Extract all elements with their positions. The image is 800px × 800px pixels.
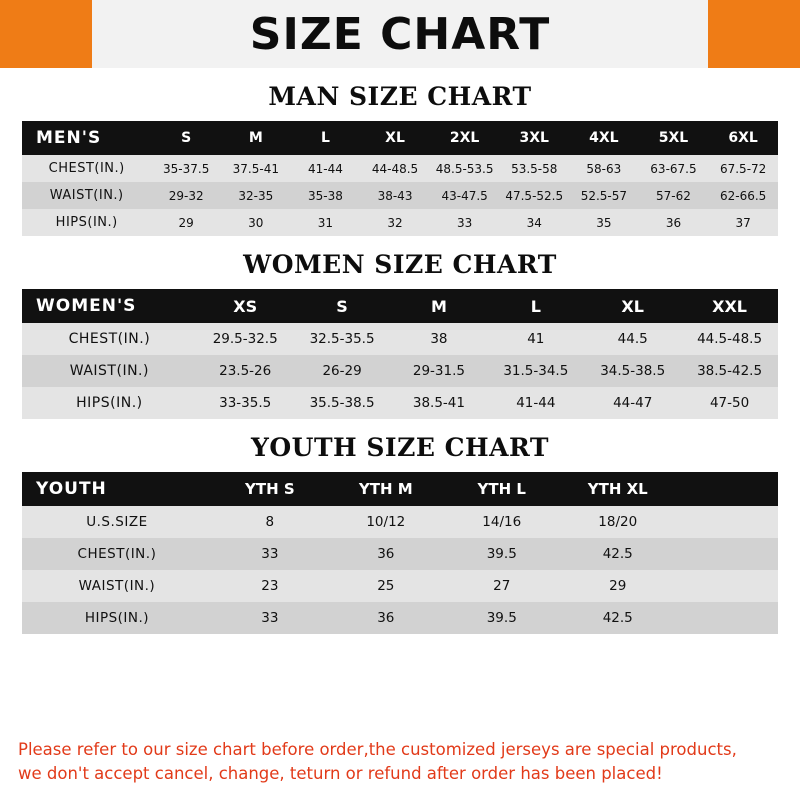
youth-section-title: YOUTH SIZE CHART (251, 433, 549, 462)
man-table-body (22, 155, 778, 236)
column-header: 5XL (658, 130, 689, 146)
column-header: 3XL (519, 130, 549, 146)
row-label: CHEST(IN.) (68, 331, 151, 347)
table-cell: 33 (261, 546, 279, 562)
table-cell: 39.5 (486, 546, 517, 562)
women-table-header (22, 289, 778, 323)
table-header-row (22, 289, 778, 323)
table-cell: 42.5 (602, 610, 633, 626)
table-cell: 62-66.5 (719, 188, 767, 203)
column-header: S (336, 296, 348, 316)
table-cell: 43-47.5 (441, 188, 488, 203)
table-cell: 39.5 (486, 610, 517, 626)
table-cell: 23 (261, 578, 279, 594)
column-header: YTH XL (587, 480, 648, 498)
table-cell: 18/20 (598, 514, 638, 530)
column-header: YOUTH (36, 479, 107, 499)
table-cell: 44-48.5 (371, 161, 419, 176)
table-cell: 29.5-32.5 (212, 331, 278, 347)
table-row (22, 182, 778, 209)
column-header: 2XL (449, 130, 480, 146)
row-label: CHEST(IN.) (77, 546, 157, 562)
table-cell: 35 (596, 215, 612, 230)
table-cell: 47.5-52.5 (505, 188, 564, 203)
table-cell-spacer (676, 506, 778, 538)
table-cell: 35-37.5 (163, 161, 210, 176)
table-cell: 29-32 (168, 188, 204, 203)
table-cell: 37.5-41 (232, 161, 279, 176)
table-cell: 63-67.5 (650, 161, 697, 176)
column-header: S (181, 130, 192, 146)
table-cell: 31.5-34.5 (503, 363, 569, 379)
table-cell: 44.5-48.5 (697, 331, 763, 347)
table-cell: 32.5-35.5 (309, 331, 375, 347)
column-header-spacer (676, 472, 778, 506)
table-cell: 41 (527, 331, 545, 347)
return-policy-note (0, 728, 800, 800)
table-cell: 32 (387, 215, 403, 230)
column-header: XL (621, 296, 644, 316)
column-header: L (320, 130, 330, 146)
women-section-title: WOMEN SIZE CHART (243, 250, 557, 279)
table-row (22, 538, 778, 570)
column-header: 6XL (728, 130, 758, 146)
column-header: M (430, 296, 447, 316)
table-cell: 42.5 (602, 546, 633, 562)
table-cell: 67.5-72 (719, 161, 767, 176)
column-header: YTH M (358, 480, 413, 498)
table-cell: 27 (493, 578, 511, 594)
column-header: YTH L (477, 480, 526, 498)
table-cell: 47-50 (709, 395, 750, 411)
column-header: M (248, 130, 263, 146)
table-cell: 36 (665, 215, 682, 230)
table-cell: 29-31.5 (412, 363, 465, 379)
table-cell: 30 (248, 215, 264, 230)
youth-size-section (0, 419, 800, 634)
table-cell: 10/12 (366, 514, 406, 530)
table-row (22, 602, 778, 634)
column-header: YTH S (245, 480, 295, 498)
note-line-2: we don't accept cancel, change, teturn or refund after order has been placed! (18, 764, 663, 784)
women-size-table (22, 289, 778, 419)
table-cell: 29 (609, 578, 627, 594)
table-cell: 29 (178, 215, 194, 230)
youth-table-header (22, 472, 778, 506)
table-cell: 57-62 (656, 188, 691, 203)
women-table-body (22, 323, 778, 419)
table-cell: 36 (377, 610, 395, 626)
man-table-header (22, 121, 778, 155)
table-cell: 8 (265, 514, 275, 530)
row-label: HIPS(IN.) (55, 215, 118, 230)
man-size-table (22, 121, 778, 236)
women-size-section (0, 236, 800, 419)
table-cell: 58-63 (586, 161, 622, 176)
table-row (22, 506, 778, 538)
table-row (22, 387, 778, 419)
table-cell: 44-47 (613, 395, 653, 411)
table-header-row (22, 121, 778, 155)
row-label: HIPS(IN.) (84, 610, 150, 626)
table-cell-spacer (676, 538, 778, 570)
table-cell: 25 (377, 578, 395, 594)
column-header: 4XL (589, 130, 619, 146)
table-cell: 33 (456, 215, 473, 230)
table-cell: 38-43 (377, 188, 413, 203)
table-cell: 37 (735, 215, 751, 230)
row-label: U.S.SIZE (86, 514, 148, 530)
table-cell: 14/16 (482, 514, 522, 530)
column-header: XL (385, 130, 405, 146)
table-cell: 53.5-58 (511, 161, 558, 176)
youth-table-body (22, 506, 778, 634)
table-cell: 41-44 (307, 161, 343, 176)
row-label: WAIST(IN.) (78, 578, 156, 594)
table-row (22, 570, 778, 602)
column-header: XXL (712, 296, 747, 316)
table-row (22, 323, 778, 355)
table-cell: 34 (526, 215, 542, 230)
column-header: XS (233, 296, 258, 316)
column-header: WOMEN'S (36, 296, 137, 316)
row-label: HIPS(IN.) (76, 395, 143, 411)
table-cell: 41-44 (516, 395, 556, 411)
table-cell: 52.5-57 (580, 188, 628, 203)
man-size-section (0, 68, 800, 236)
table-cell: 26-29 (322, 363, 362, 379)
youth-size-table (22, 472, 778, 634)
table-row (22, 355, 778, 387)
table-cell-spacer (676, 570, 778, 602)
table-cell: 38.5-41 (412, 395, 465, 411)
table-row (22, 155, 778, 182)
note-line-1: Please refer to our size chart before order,the customized jerseys are special products, (18, 740, 737, 760)
table-cell: 33 (261, 610, 279, 626)
row-label: CHEST(IN.) (48, 161, 125, 176)
table-cell: 44.5 (617, 331, 648, 347)
table-cell-spacer (676, 602, 778, 634)
table-cell: 38.5-42.5 (697, 363, 763, 379)
column-header: L (530, 296, 541, 316)
row-label: WAIST(IN.) (49, 188, 124, 203)
table-cell: 36 (377, 546, 395, 562)
table-cell: 35-38 (307, 188, 343, 203)
table-row (22, 209, 778, 236)
header-banner (0, 0, 800, 68)
page-title: SIZE CHART (249, 8, 551, 60)
table-cell: 31 (317, 215, 334, 230)
table-cell: 32-35 (238, 188, 274, 203)
row-label: WAIST(IN.) (69, 363, 149, 379)
table-cell: 33-35.5 (219, 395, 272, 411)
man-section-title: MAN SIZE CHART (268, 82, 532, 111)
table-header-row (22, 472, 778, 506)
table-cell: 35.5-38.5 (309, 395, 375, 411)
table-cell: 23.5-26 (219, 363, 272, 379)
table-cell: 38 (430, 331, 448, 347)
table-cell: 48.5-53.5 (435, 161, 494, 176)
column-header: MEN'S (36, 128, 102, 148)
table-cell: 34.5-38.5 (600, 363, 666, 379)
